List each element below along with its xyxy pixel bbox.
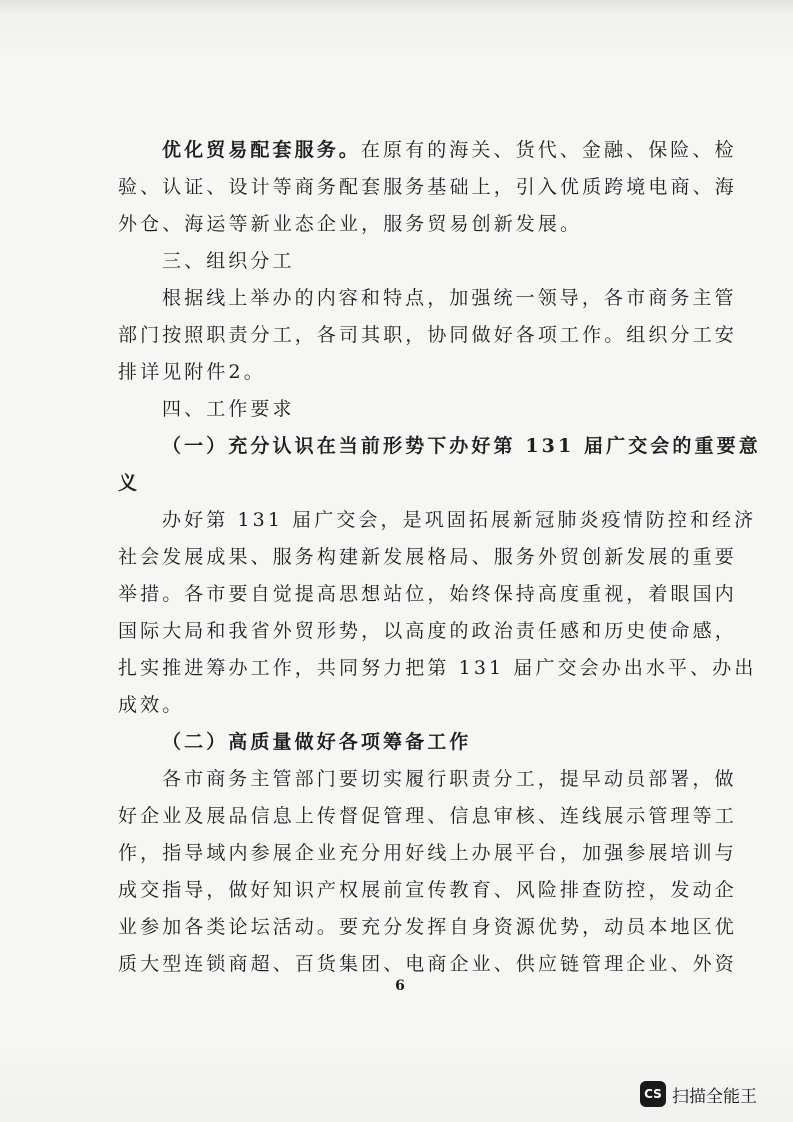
paragraph-line: 质大型连锁商超、百货集团、电商企业、供应链管理企业、外资 (118, 953, 737, 975)
paragraph-line: 根据线上举办的内容和特点，加强统一领导，各市商务主管 (162, 287, 737, 309)
paragraph-line: 扎实推进筹办工作，共同努力把第 131 届广交会办出水平、办出 (118, 657, 757, 679)
paragraph-line: 验、认证、设计等商务配套服务基础上，引入优质跨境电商、海 (118, 176, 737, 198)
paragraph-line: 作，指导域内参展企业充分用好线上办展平台，加强参展培训与 (118, 842, 737, 864)
page-number: 6 (395, 978, 405, 994)
bold-lead: 优化贸易配套服务。 (162, 139, 361, 161)
paragraph-line: 办好第 131 届广交会，是巩固拓展新冠肺炎疫情防控和经济 (162, 509, 757, 531)
scanner-watermark (640, 1079, 757, 1109)
paragraph-line: 外仓、海运等新业态企业，服务贸易创新发展。 (118, 213, 583, 235)
paragraph-line: 好企业及展品信息上传督促管理、信息审核、连线展示管理等工 (118, 805, 737, 827)
subsection-heading-cont: 义 (118, 472, 141, 494)
scan-edge-shadow (0, 0, 793, 14)
paragraph-line: 成效。 (118, 694, 185, 716)
paragraph-line (162, 138, 737, 162)
camscanner-logo-icon: CS (640, 1081, 666, 1107)
paragraph-line: 国际大局和我省外贸形势，以高度的政治责任感和历史使命感， (118, 620, 737, 642)
paragraph-line: 业参加各类论坛活动。要充分发挥自身资源优势，动员本地区优 (118, 916, 737, 938)
paragraph-line: 各市商务主管部门要切实履行职责分工，提早动员部署，做 (162, 768, 737, 790)
watermark-label: 扫描全能王 (672, 1086, 757, 1107)
paragraph-line: 成交指导，做好知识产权展前宣传教育、风险排查防控，发动企 (118, 879, 737, 901)
subsection-heading: （二）高质量做好各项筹备工作 (162, 731, 472, 753)
line-text: 在原有的海关、货代、金融、保险、检 (360, 139, 737, 161)
subsection-heading: （一）充分认识在当前形势下办好第 131 届广交会的重要意 (162, 435, 761, 457)
paragraph-line: 举措。各市要自觉提高思想站位，始终保持高度重视，着眼国内 (118, 583, 737, 605)
paragraph-line: 部门按照职责分工，各司其职，协同做好各项工作。组织分工安 (118, 324, 737, 346)
section-heading: 四、工作要求 (162, 398, 295, 420)
paragraph-line: 社会发展成果、服务构建新发展格局、服务外贸创新发展的重要 (118, 546, 737, 568)
paragraph-line: 排详见附件2。 (118, 361, 266, 383)
section-heading: 三、组织分工 (162, 250, 295, 272)
